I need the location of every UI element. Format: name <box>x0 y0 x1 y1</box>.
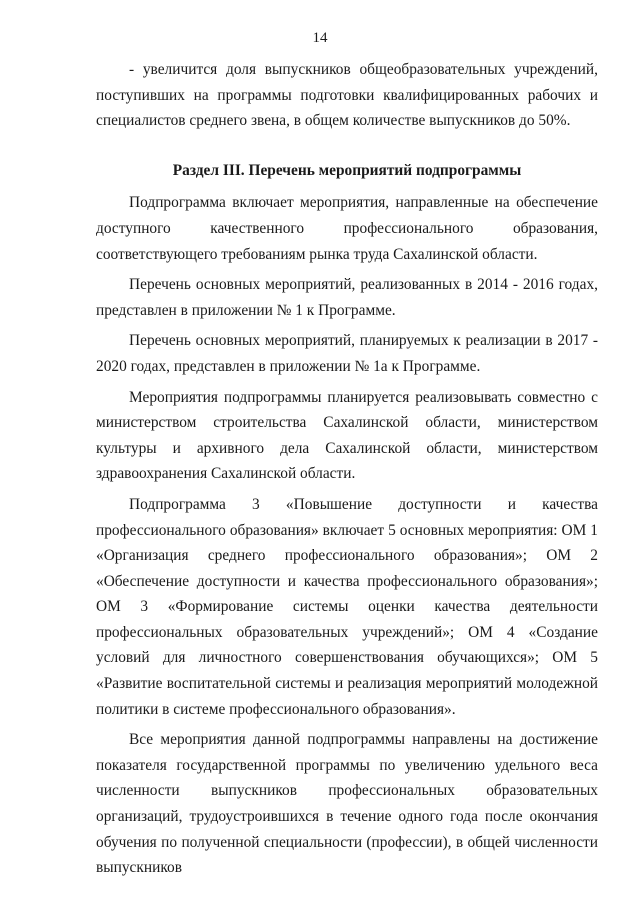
body-paragraph: Подпрограмма включает мероприятия, направленные на обеспечение доступного качественного профессионального образования, соответствующего требованиям рынка труда Сахалинской области. <box>96 194 598 263</box>
intro-paragraph: - увеличится доля выпускников общеобразовательных учреждений, поступивших на программы подготовки квалифицированных рабочих и специалистов среднего звена, в общем количестве выпускников до 50%. <box>96 61 598 130</box>
section-heading: Раздел III. Перечень мероприятий подпрограммы <box>172 161 522 179</box>
body-paragraph: Все мероприятия данной подпрограммы направлены на достижение показателя государственной программы по увеличению удельного веса численности выпускников профессиональных образовательных организаций, трудоустроившихся в течение одного года после окончания обучения по полученной специальности (профессии), в общей численности выпускников <box>96 731 598 877</box>
body-paragraph: Подпрограмма 3 «Повышение доступности и качества профессионального образования» включает 5 основных мероприятия: ОМ 1 «Организация среднего профессионального образования»; ОМ 2 «Обеспечение доступности и качества профессионального образования»; ОМ 3 «Формирование системы оценки качества деятельности профессиональных образовательных учреждений»; ОМ 4 «Создание условий для личностного совершенствования обучающихся»; ОМ 5 «Развитие воспитательной системы и реализация мероприятий молодежной политики в системе профессионального образования». <box>96 495 598 718</box>
document-body <box>96 57 598 881</box>
page-number: 14 <box>312 30 328 46</box>
body-paragraph: Перечень основных мероприятий, реализованных в 2014 - 2016 годах, представлен в приложении № 1 к Программе. <box>96 276 598 319</box>
body-paragraph: Мероприятия подпрограммы планируется реализовывать совместно с министерством строительства Сахалинской области, министерством культуры и архивного дела Сахалинской области, министерством здравоохранения Сахалинской области. <box>96 388 598 483</box>
body-paragraph: Перечень основных мероприятий, планируемых к реализации в 2017 - 2020 годах, представлен в приложении № 1а к Программе. <box>96 332 598 375</box>
